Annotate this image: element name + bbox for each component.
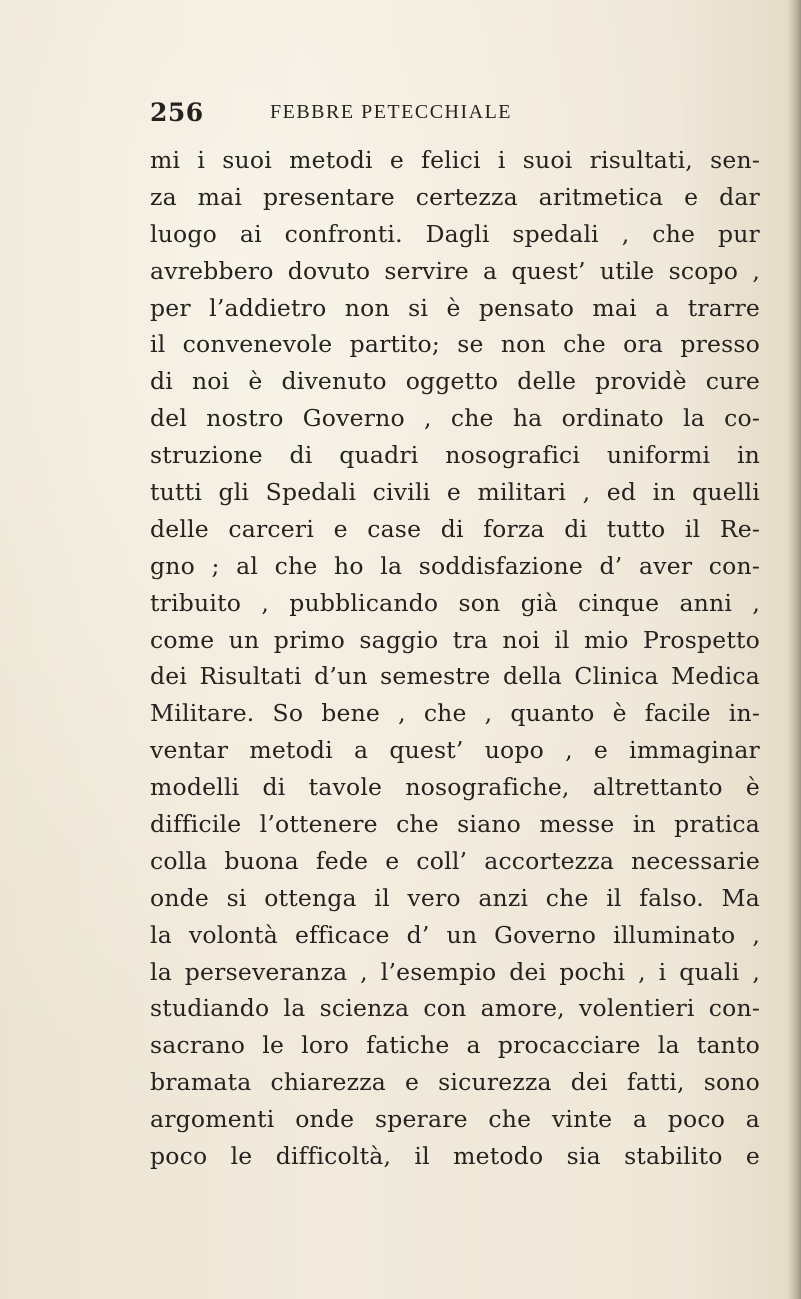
text-line: colla buona fede e coll’ accortezza necessarie <box>150 846 760 875</box>
page-edge-shadow <box>787 0 801 1299</box>
text-line: struzione di quadri nosografici uniformi in <box>150 441 760 470</box>
text-line: Militare. So bene , che , quanto è facile in- <box>150 699 760 728</box>
text-line: onde si ottenga il vero anzi che il falso. Ma <box>150 883 760 912</box>
body-text <box>150 142 760 1175</box>
page-number: 256 <box>150 98 204 127</box>
text-line: studiando la scienza con amore, volentieri con- <box>150 994 760 1023</box>
text-line: difficile l’ottenere che siano messe in pratica <box>150 810 760 839</box>
text-line: del nostro Governo , che ha ordinato la co- <box>150 404 760 433</box>
text-line: la perseveranza , l’esempio dei pochi , i quali , <box>150 957 760 986</box>
text-line: za mai presentare certezza aritmetica e dar <box>150 182 760 211</box>
running-head: FEBBRE PETECCHIALE <box>270 101 513 123</box>
text-line: tutti gli Spedali civili e militari , ed in quelli <box>150 478 760 507</box>
text-line: per l’addietro non si è pensato mai a trarre <box>150 293 760 322</box>
text-line: la volontà efficace d’ un Governo illuminato , <box>150 920 760 949</box>
text-line: dei Risultati d’un semestre della Clinica Medica <box>150 662 760 691</box>
text-line: sacrano le loro fatiche a procacciare la tanto <box>150 1031 760 1060</box>
text-line: avrebbero dovuto servire a quest’ utile scopo , <box>150 256 760 285</box>
text-line: luogo ai confronti. Dagli spedali , che pur <box>150 219 760 248</box>
text-line: come un primo saggio tra noi il mio Prospetto <box>150 625 760 654</box>
text-line: bramata chiarezza e sicurezza dei fatti, sono <box>150 1068 760 1097</box>
text-line: modelli di tavole nosografiche, altrettanto è <box>150 773 760 802</box>
text-line: argomenti onde sperare che vinte a poco a <box>150 1105 760 1134</box>
text-line: ventar metodi a quest’ uopo , e immaginar <box>150 736 760 765</box>
page-header <box>150 98 790 132</box>
text-line: di noi è divenuto oggetto delle providè cure <box>150 367 760 396</box>
text-line: poco le difficoltà, il metodo sia stabilito e <box>150 1142 760 1171</box>
text-line: mi i suoi metodi e felici i suoi risultati, sen- <box>150 146 760 174</box>
text-line: il convenevole partito; se non che ora presso <box>150 330 760 359</box>
text-line: tribuito , pubblicando son già cinque anni , <box>150 588 760 617</box>
text-line: delle carceri e case di forza di tutto il Re- <box>150 514 760 543</box>
text-line: gno ; al che ho la soddisfazione d’ aver con- <box>150 551 760 580</box>
